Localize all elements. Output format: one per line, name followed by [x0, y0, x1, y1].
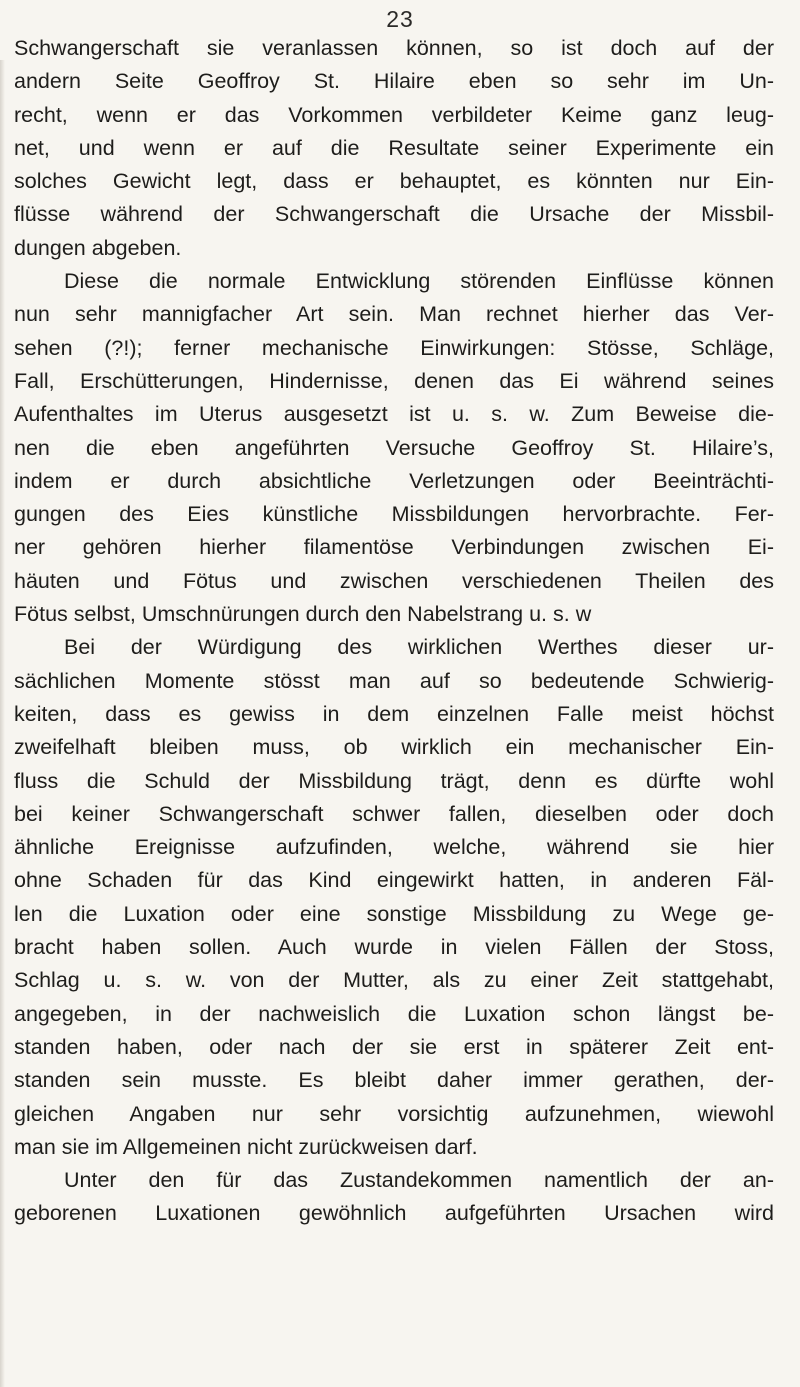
text-line: keiten, dass es gewiss in dem einzelnen Falle meist höchst — [14, 701, 774, 726]
text-line: indem er durch absichtliche Verletzungen oder Beeinträchti- — [14, 468, 774, 493]
text-line: fluss die Schuld der Missbildung trägt, denn es dürfte wohl — [14, 768, 774, 793]
text-line: Bei der Würdigung des wirklichen Werthes dieser ur- — [64, 635, 774, 660]
text-line: bei keiner Schwangerschaft schwer fallen, dieselben oder doch — [14, 801, 774, 826]
text-line: Schwangerschaft sie veranlassen können, so ist doch auf der — [14, 36, 774, 60]
text-line: solches Gewicht legt, dass er behauptet, es könnten nur Ein- — [14, 169, 774, 194]
text-line: man sie im Allgemeinen nicht zurückweisen darf. — [14, 1134, 478, 1159]
text-line: Unter den für das Zustandekommen namentlich der an- — [64, 1168, 774, 1193]
text-line: standen sein musste. Es bleibt daher immer gerathen, der- — [14, 1068, 774, 1093]
body-text — [14, 32, 774, 1231]
text-line: Fötus selbst, Umschnürungen durch den Nabelstrang u. s. w — [14, 602, 592, 627]
text-line: gleichen Angaben nur sehr vorsichtig aufzunehmen, wiewohl — [14, 1101, 774, 1126]
text-line: sächlichen Momente stösst man auf so bedeutende Schwierig- — [14, 668, 774, 693]
text-line: net, und wenn er auf die Resultate seiner Experimente ein — [14, 135, 774, 160]
text-line: geborenen Luxationen gewöhnlich aufgeführten Ursachen wird — [14, 1201, 774, 1226]
text-line: Aufenthaltes im Uterus ausgesetzt ist u. s. w. Zum Beweise die- — [14, 402, 774, 427]
text-line: bracht haben sollen. Auch wurde in vielen Fällen der Stoss, — [14, 935, 774, 960]
paragraph — [14, 631, 774, 1164]
text-line: häuten und Fötus und zwischen verschiedenen Theilen des — [14, 568, 774, 593]
page-binding-edge — [0, 60, 5, 1387]
text-line: angegeben, in der nachweislich die Luxation schon längst be- — [14, 1001, 774, 1026]
text-line: nen die eben angeführten Versuche Geoffroy St. Hilaire’s, — [14, 435, 774, 460]
text-line: zweifelhaft bleiben muss, ob wirklich ein mechanischer Ein- — [14, 735, 774, 760]
paragraph — [14, 32, 774, 265]
text-line: flüsse während der Schwangerschaft die Ursache der Missbil- — [14, 202, 774, 227]
text-line: sehen (?!); ferner mechanische Einwirkungen: Stösse, Schläge, — [14, 335, 774, 360]
text-line: andern Seite Geoffroy St. Hilaire eben so sehr im Un- — [14, 69, 774, 94]
text-line: gungen des Eies künstliche Missbildungen hervorbrachte. Fer- — [14, 502, 774, 527]
text-line: ähnliche Ereignisse aufzufinden, welche, während sie hier — [14, 835, 774, 860]
page-number: 23 — [386, 6, 414, 32]
text-line: Diese die normale Entwicklung störenden Einflüsse können — [64, 269, 774, 294]
text-line: dungen abgeben. — [14, 235, 182, 260]
text-line: Schlag u. s. w. von der Mutter, als zu einer Zeit stattgehabt, — [14, 968, 774, 993]
text-line: len die Luxation oder eine sonstige Missbildung zu Wege ge- — [14, 901, 774, 926]
text-line: recht, wenn er das Vorkommen verbildeter Keime ganz leug- — [14, 102, 774, 127]
paragraph — [14, 1164, 774, 1231]
text-line: Fall, Erschütterungen, Hindernisse, denen das Ei während seines — [14, 368, 774, 393]
text-line: ohne Schaden für das Kind eingewirkt hatten, in anderen Fäl- — [14, 868, 774, 893]
text-line: standen haben, oder nach der sie erst in späterer Zeit ent- — [14, 1034, 774, 1059]
text-line: ner gehören hierher filamentöse Verbindungen zwischen Ei- — [14, 535, 774, 560]
text-line: nun sehr mannigfacher Art sein. Man rechnet hierher das Ver- — [14, 302, 774, 327]
paragraph — [14, 265, 774, 631]
